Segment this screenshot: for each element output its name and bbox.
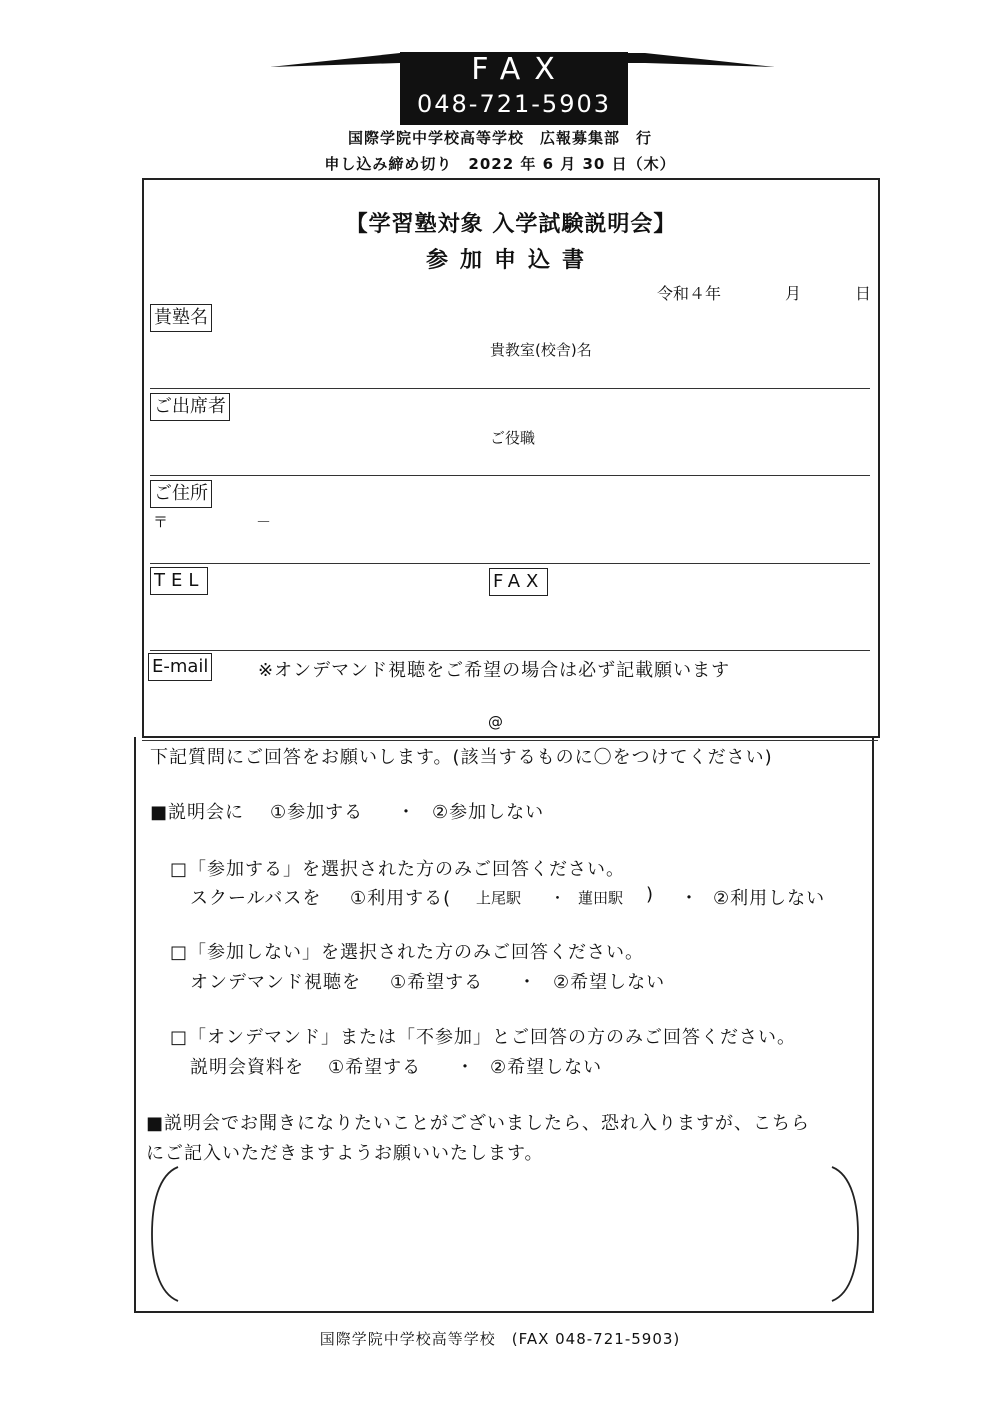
q4-separator: ・ bbox=[456, 1057, 475, 1078]
q4-text: 説明会資料を bbox=[190, 1057, 304, 1078]
address-label: ご住所 bbox=[150, 480, 212, 508]
date-era: 令和４年 bbox=[657, 284, 722, 303]
free-comment-area[interactable] bbox=[150, 1165, 860, 1303]
q1-text: ■説明会に bbox=[150, 802, 245, 823]
fax-word: FAX bbox=[471, 52, 569, 87]
q2-option-use[interactable]: ①利用する( bbox=[350, 888, 452, 909]
email-note: ※オンデマンド視聴をご希望の場合は必ず記載願います bbox=[258, 660, 731, 681]
q4-option-want[interactable]: ①希望する bbox=[328, 1057, 422, 1078]
section-divider bbox=[142, 740, 878, 741]
date-month: 月 bbox=[785, 284, 802, 303]
footer-text: 国際学院中学校高等学校 (FAX 048-721-5903) bbox=[319, 1330, 681, 1348]
q2-option-not-use[interactable]: ②利用しない bbox=[713, 888, 826, 909]
free-question-line1: ■説明会でお聞きになりたいことがございましたら、恐れ入りますが、こちら bbox=[146, 1113, 811, 1134]
q2-station-ageo[interactable]: 上尾駅 bbox=[476, 889, 522, 907]
q2-text: スクールバスを bbox=[190, 888, 322, 909]
q1-separator: ・ bbox=[397, 802, 416, 823]
q3-text: オンデマンド視聴を bbox=[190, 972, 361, 993]
attendee-field[interactable] bbox=[150, 475, 870, 476]
q3-lead: □「参加しない」を選択された方のみご回答ください。 bbox=[170, 942, 645, 963]
at-mark[interactable]: @ bbox=[488, 713, 503, 731]
sender-line: 国際学院中学校高等学校 広報募集部 行 bbox=[347, 129, 652, 147]
free-question-line2: にご記入いただきますようお願いいたします。 bbox=[146, 1143, 544, 1164]
form-subtitle: 参加申込書 bbox=[425, 248, 596, 273]
q2-station-hasuda[interactable]: 蓮田駅 bbox=[578, 889, 624, 907]
q3-option-not-want[interactable]: ②希望しない bbox=[553, 972, 666, 993]
q3-option-want[interactable]: ①希望する bbox=[390, 972, 484, 993]
fax-label: FAX bbox=[489, 568, 548, 596]
position-label: ご役職 bbox=[490, 429, 536, 447]
tel-fax-field[interactable] bbox=[150, 650, 870, 651]
fax-number: 048-721-5903 bbox=[416, 90, 611, 118]
q4-lead: □「オンデマンド」または「不参加」とご回答の方のみご回答ください。 bbox=[170, 1027, 797, 1048]
email-label: E-mail bbox=[148, 653, 212, 681]
tel-label: TEL bbox=[150, 567, 208, 595]
q4-option-not-want[interactable]: ②希望しない bbox=[490, 1057, 603, 1078]
q1-option-attend[interactable]: ①参加する bbox=[270, 802, 364, 823]
attendee-label: ご出席者 bbox=[150, 393, 230, 421]
q3-separator: ・ bbox=[518, 972, 537, 993]
questions-intro: 下記質問にご回答をお願いします。(該当するものに〇をつけてください) bbox=[150, 747, 773, 768]
q2-separator: ・ bbox=[680, 888, 699, 909]
fax-header bbox=[400, 52, 628, 126]
postal-mark: 〒 bbox=[153, 513, 169, 531]
q1-option-absent[interactable]: ②参加しない bbox=[432, 802, 545, 823]
q2-station-separator: ・ bbox=[550, 889, 566, 907]
q2-close-paren: ) bbox=[646, 884, 655, 905]
date-day: 日 bbox=[855, 284, 872, 303]
address-field[interactable] bbox=[150, 563, 870, 564]
classroom-label: 貴教室(校舎)名 bbox=[490, 341, 592, 359]
q2-lead: □「参加する」を選択された方のみご回答ください。 bbox=[170, 859, 626, 880]
form-title: 【学習塾対象 入学試験説明会】 bbox=[345, 212, 677, 237]
deadline-line: 申し込み締め切り 2022 年 6 月 30 日（木） bbox=[324, 155, 676, 173]
postal-dash: － bbox=[256, 513, 272, 531]
school-name-field[interactable] bbox=[150, 388, 870, 389]
school-name-label: 貴塾名 bbox=[150, 304, 212, 332]
